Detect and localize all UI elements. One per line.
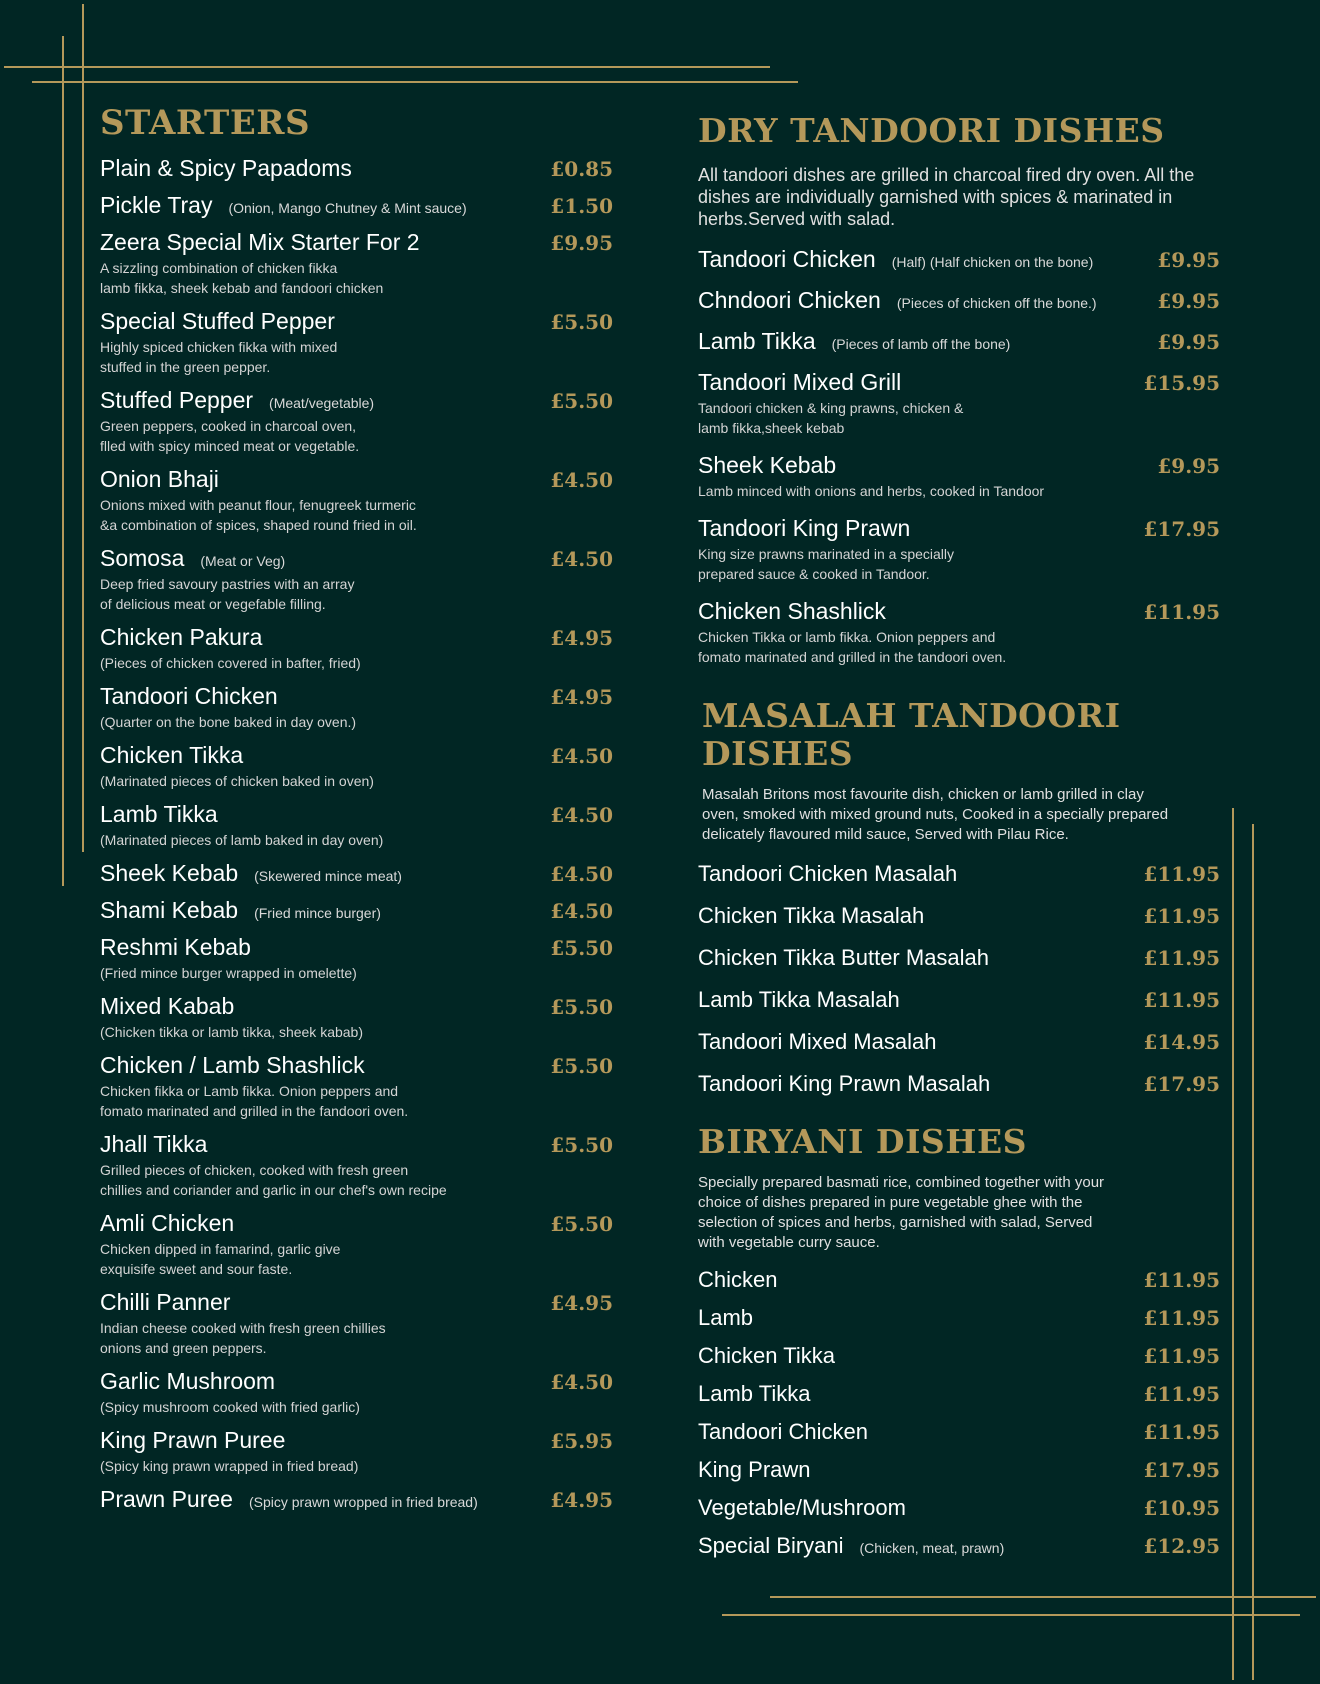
menu-item-row bbox=[100, 897, 613, 924]
item-name: Reshmi Kebab bbox=[100, 934, 251, 961]
item-note: (Half) (Half chicken on the bone) bbox=[891, 253, 1094, 270]
item-description: Highly spiced chicken fikka with mixed stuffed in the green pepper. bbox=[100, 339, 338, 376]
menu-item-row bbox=[698, 246, 1220, 273]
item-description: (Marinated pieces of chicken baked in oven) bbox=[100, 773, 374, 790]
item-name: Chicken bbox=[698, 1266, 778, 1292]
item-name: Lamb Tikka bbox=[100, 801, 218, 828]
item-price: £9.95 bbox=[1157, 453, 1220, 478]
menu-item bbox=[100, 308, 613, 377]
item-description: Chicken dipped in famarind, garlic give exquisife sweet and sour faste. bbox=[100, 1241, 341, 1278]
item-price: £14.95 bbox=[1143, 1029, 1220, 1054]
item-price: £9.95 bbox=[1157, 247, 1220, 272]
dry-tandoori-list bbox=[698, 246, 1220, 667]
item-price: £4.50 bbox=[550, 744, 613, 769]
item-description: Indian cheese cooked with fresh green chillies onions and green peppers. bbox=[100, 1320, 386, 1357]
menu-item bbox=[100, 1289, 613, 1358]
item-note: (Pieces of lamb off the bone) bbox=[831, 335, 1011, 352]
item-name: Vegetable/Mushroom bbox=[698, 1494, 906, 1520]
menu-item bbox=[100, 1210, 613, 1279]
item-price: £4.95 bbox=[550, 1291, 613, 1316]
item-note: (Pieces of chicken off the bone.) bbox=[896, 294, 1097, 311]
menu-item-row bbox=[698, 1071, 1220, 1097]
menu-item bbox=[698, 1071, 1220, 1097]
item-price: £15.95 bbox=[1143, 370, 1220, 395]
item-name: Stuffed Pepper bbox=[100, 387, 254, 414]
starters-list bbox=[100, 155, 613, 1513]
item-description: (Marinated pieces of lamb baked in day oven) bbox=[100, 832, 384, 849]
item-note: (Skewered mince meat) bbox=[254, 868, 402, 885]
biryani-list bbox=[698, 1266, 1220, 1558]
menu-item-row bbox=[698, 1380, 1220, 1406]
item-name: Prawn Puree bbox=[100, 1486, 233, 1513]
item-name: King Prawn Puree bbox=[100, 1427, 286, 1454]
item-name: Amli Chicken bbox=[100, 1210, 235, 1237]
menu-item bbox=[100, 897, 613, 924]
menu-item bbox=[698, 1304, 1220, 1330]
item-price: £5.50 bbox=[550, 995, 613, 1020]
menu-item-row bbox=[100, 1131, 613, 1158]
item-price: £4.50 bbox=[550, 862, 613, 887]
item-name: Sheek Kebab bbox=[698, 451, 837, 478]
menu-item-row bbox=[698, 903, 1220, 929]
item-name: Zeera Special Mix Starter For 2 bbox=[100, 229, 420, 256]
menu-item bbox=[100, 683, 613, 732]
item-name: Chndoori Chicken bbox=[698, 286, 881, 313]
item-description: Onions mixed with peanut flour, fenugreek turmeric &a combination of spices, shaped round fried in oil. bbox=[100, 497, 417, 534]
menu-item bbox=[698, 246, 1220, 273]
item-price: £17.95 bbox=[1143, 516, 1220, 541]
item-note: (Spicy prawn wropped in fried bread) bbox=[248, 1494, 478, 1511]
item-description: Chicken Tikka or lamb fikka. Onion peppers and fomato marinated and grilled in the tandoori oven. bbox=[698, 628, 1007, 665]
menu-item-row bbox=[698, 1456, 1220, 1482]
dry-tandoori-intro: All tandoori dishes are grilled in charcoal fired dry oven. All the dishes are individually garnished with spices & marinated in herbs.Served with salad. bbox=[698, 164, 1195, 229]
item-price: £5.50 bbox=[550, 1133, 613, 1158]
item-description: Chicken fikka or Lamb fikka. Onion peppers and fomato marinated and grilled in the fandoori oven. bbox=[100, 1083, 409, 1120]
item-description: Lamb minced with onions and herbs, cooked in Tandoor bbox=[698, 482, 1045, 499]
item-price: £11.95 bbox=[1143, 945, 1220, 970]
item-name: Pickle Tray bbox=[100, 192, 213, 219]
menu-item bbox=[100, 993, 613, 1042]
item-price: £9.95 bbox=[1157, 329, 1220, 354]
item-note: (Meat or Veg) bbox=[200, 553, 286, 570]
item-name: Chicken Shashlick bbox=[698, 597, 886, 624]
menu-item-row bbox=[100, 387, 613, 414]
item-name: Sheek Kebab bbox=[100, 860, 239, 887]
menu-item-row bbox=[100, 1368, 613, 1395]
menu-item bbox=[698, 515, 1220, 584]
item-name: Special Stuffed Pepper bbox=[100, 308, 335, 335]
menu-item-row bbox=[698, 1342, 1220, 1368]
item-description: (Chicken tikka or lamb tikka, sheek kabab) bbox=[100, 1024, 363, 1041]
item-description: Green peppers, cooked in charcoal oven, flled with spicy minced meat or vegetable. bbox=[100, 418, 360, 455]
item-price: £11.95 bbox=[1143, 861, 1220, 886]
item-note: (Chicken, meat, prawn) bbox=[859, 1539, 1005, 1556]
menu-item-row bbox=[698, 452, 1220, 479]
item-name: Tandoori Chicken Masalah bbox=[698, 860, 958, 886]
menu-item-row bbox=[100, 155, 613, 182]
menu-item-row bbox=[100, 801, 613, 828]
menu-item bbox=[100, 1486, 613, 1513]
menu-item-row bbox=[698, 1304, 1220, 1330]
menu-item-row bbox=[698, 987, 1220, 1013]
menu-item bbox=[698, 328, 1220, 355]
biryani-title: BIRYANI DISHES bbox=[698, 1121, 1027, 1161]
menu-item-row bbox=[698, 1029, 1220, 1055]
item-price: £11.95 bbox=[1143, 1419, 1220, 1444]
item-name: Tandoori Mixed Grill bbox=[698, 368, 902, 395]
item-price: £11.95 bbox=[1143, 1381, 1220, 1406]
menu-item bbox=[100, 934, 613, 983]
item-name: Jhall Tikka bbox=[100, 1131, 208, 1158]
item-description: Grilled pieces of chicken, cooked with fresh green chillies and coriander and garlic in our chef's own recipe bbox=[100, 1162, 447, 1199]
menu-item-row bbox=[100, 742, 613, 769]
item-description: Deep fried savoury pastries with an array of delicious meat or vegefable filling. bbox=[100, 576, 355, 613]
item-name: Lamb Tikka bbox=[698, 327, 816, 354]
menu-item-row bbox=[100, 993, 613, 1020]
menu-item bbox=[698, 452, 1220, 501]
item-price: £4.95 bbox=[550, 1488, 613, 1513]
menu-item bbox=[100, 742, 613, 791]
menu-item bbox=[698, 987, 1220, 1013]
menu-item bbox=[100, 387, 613, 456]
item-note: (Meat/vegetable) bbox=[269, 395, 375, 412]
item-name: Chicken / Lamb Shashlick bbox=[100, 1052, 365, 1079]
menu-item-row bbox=[100, 934, 613, 961]
menu-item-row bbox=[100, 1052, 613, 1079]
item-price: £11.95 bbox=[1143, 1305, 1220, 1330]
item-price: £5.50 bbox=[550, 936, 613, 961]
item-name: Chicken Pakura bbox=[100, 624, 263, 651]
menu-item-row bbox=[698, 287, 1220, 314]
item-price: £4.50 bbox=[550, 1370, 613, 1395]
item-name: Plain & Spicy Papadoms bbox=[100, 155, 352, 182]
item-note: (Fried mince burger) bbox=[254, 905, 381, 922]
item-price: £10.95 bbox=[1143, 1495, 1220, 1520]
menu-item bbox=[698, 1532, 1220, 1558]
item-price: £4.50 bbox=[550, 899, 613, 924]
menu-item bbox=[698, 1029, 1220, 1055]
menu-item-row bbox=[100, 1210, 613, 1237]
menu-item bbox=[100, 801, 613, 850]
menu-item bbox=[698, 287, 1220, 314]
item-price: £4.50 bbox=[550, 468, 613, 493]
frame-line-bottom-1 bbox=[770, 1596, 1316, 1598]
frame-line-left-2 bbox=[62, 36, 64, 886]
frame-line-top-1 bbox=[4, 66, 770, 68]
menu-item bbox=[100, 1052, 613, 1121]
menu-item bbox=[698, 945, 1220, 971]
menu-item bbox=[698, 1494, 1220, 1520]
starters-title: STARTERS bbox=[100, 103, 311, 143]
item-note: (Onion, Mango Chutney & Mint sauce) bbox=[228, 200, 467, 217]
item-price: £5.50 bbox=[550, 310, 613, 335]
item-price: £5.50 bbox=[550, 1054, 613, 1079]
item-name: King Prawn bbox=[698, 1456, 811, 1482]
menu-item bbox=[100, 229, 613, 298]
menu-item bbox=[100, 860, 613, 887]
menu-item-row bbox=[100, 683, 613, 710]
menu-item-row bbox=[100, 545, 613, 572]
menu-item-row bbox=[698, 1418, 1220, 1444]
item-name: Tandoori King Prawn bbox=[698, 514, 911, 541]
item-price: £5.95 bbox=[550, 1429, 613, 1454]
menu-item bbox=[100, 192, 613, 219]
frame-line-left-1 bbox=[82, 4, 84, 852]
menu-item bbox=[100, 1368, 613, 1417]
menu-item bbox=[698, 1380, 1220, 1406]
item-name: Chicken Tikka Butter Masalah bbox=[698, 944, 990, 970]
item-description: (Pieces of chicken covered in bafter, fried) bbox=[100, 655, 361, 672]
starters-section bbox=[100, 104, 613, 1523]
item-description: (Spicy king prawn wrapped in fried bread) bbox=[100, 1458, 359, 1475]
item-name: Tandoori King Prawn Masalah bbox=[698, 1070, 991, 1096]
menu-item bbox=[100, 624, 613, 673]
dry-tandoori-title: DRY TANDOORI DISHES bbox=[698, 111, 1165, 150]
item-price: £11.95 bbox=[1143, 1267, 1220, 1292]
biryani-intro: Specially prepared basmati rice, combined together with your choice of dishes prepared in pure vegetable ghee with the selection of spices and herbs, garnished with salad, Served with vegetable curry sauce. bbox=[698, 1173, 1105, 1251]
item-price: £5.50 bbox=[550, 1212, 613, 1237]
menu-item bbox=[698, 1266, 1220, 1292]
item-price: £4.50 bbox=[550, 803, 613, 828]
menu-item bbox=[698, 598, 1220, 667]
item-name: Chicken Tikka Masalah bbox=[698, 902, 925, 928]
item-price: £17.95 bbox=[1143, 1071, 1220, 1096]
item-name: Lamb Tikka bbox=[698, 1380, 811, 1406]
item-price: £11.95 bbox=[1143, 1343, 1220, 1368]
menu-item-row bbox=[698, 1266, 1220, 1292]
item-name: Tandoori Chicken bbox=[698, 245, 876, 272]
item-name: Lamb bbox=[698, 1304, 754, 1330]
menu-item bbox=[698, 1456, 1220, 1482]
item-name: Tandoori Chicken bbox=[698, 1418, 868, 1444]
item-price: £0.85 bbox=[550, 157, 613, 182]
item-price: £17.95 bbox=[1143, 1457, 1220, 1482]
item-price: £9.95 bbox=[1157, 288, 1220, 313]
right-column bbox=[698, 112, 1220, 1591]
item-name: Somosa bbox=[100, 545, 185, 572]
menu-item-row bbox=[698, 861, 1220, 887]
item-name: Chicken Tikka bbox=[100, 742, 244, 769]
frame-line-right-2 bbox=[1252, 824, 1254, 1680]
item-name: Shami Kebab bbox=[100, 897, 239, 924]
dry-tandoori-section bbox=[698, 112, 1220, 667]
item-price: £4.50 bbox=[550, 547, 613, 572]
menu-item-row bbox=[698, 515, 1220, 542]
item-price: £4.95 bbox=[550, 685, 613, 710]
masalah-intro: Masalah Britons most favourite dish, chicken or lamb grilled in clay oven, smoked with mixed ground nuts, Cooked in a specially prepared delicately flavoured mild sauce, Served with Pilau Rice. bbox=[702, 785, 1169, 843]
frame-line-top-2 bbox=[32, 81, 798, 83]
item-name: Garlic Mushroom bbox=[100, 1368, 276, 1395]
menu-item bbox=[698, 369, 1220, 438]
item-price: £11.95 bbox=[1143, 987, 1220, 1012]
menu-item-row bbox=[698, 945, 1220, 971]
menu-item-row bbox=[100, 308, 613, 335]
item-name: Lamb Tikka Masalah bbox=[698, 986, 900, 1012]
frame-line-right-1 bbox=[1232, 808, 1234, 1680]
menu-item-row bbox=[100, 466, 613, 493]
menu-item-row bbox=[100, 1486, 613, 1513]
item-price: £12.95 bbox=[1143, 1533, 1220, 1558]
item-price: £9.95 bbox=[550, 231, 613, 256]
item-name: Special Biryani bbox=[698, 1532, 844, 1558]
menu-item bbox=[698, 903, 1220, 929]
item-description: Tandoori chicken & king prawns, chicken & lamb fikka,sheek kebab bbox=[698, 399, 964, 436]
item-name: Onion Bhaji bbox=[100, 466, 219, 493]
item-name: Mixed Kabab bbox=[100, 993, 235, 1020]
menu-item-row bbox=[698, 1494, 1220, 1520]
menu-item-row bbox=[100, 192, 613, 219]
menu-item bbox=[100, 1427, 613, 1476]
item-name: Chilli Panner bbox=[100, 1289, 231, 1316]
item-description: (Spicy mushroom cooked with fried garlic) bbox=[100, 1399, 360, 1416]
menu-item bbox=[100, 155, 613, 182]
menu-item-row bbox=[698, 328, 1220, 355]
masalah-list bbox=[698, 861, 1220, 1097]
menu-item-row bbox=[100, 1427, 613, 1454]
item-price: £4.95 bbox=[550, 626, 613, 651]
item-name: Chicken Tikka bbox=[698, 1342, 835, 1368]
menu-item bbox=[698, 861, 1220, 887]
menu-item-row bbox=[100, 624, 613, 651]
item-description: (Quarter on the bone baked in day oven.) bbox=[100, 714, 357, 731]
menu-item-row bbox=[100, 1289, 613, 1316]
item-price: £11.95 bbox=[1143, 903, 1220, 928]
frame-line-bottom-2 bbox=[722, 1614, 1300, 1616]
biryani-section bbox=[698, 1123, 1220, 1557]
item-price: £1.50 bbox=[550, 194, 613, 219]
item-description: King size prawns marinated in a specially prepared sauce & cooked in Tandoor. bbox=[698, 545, 955, 582]
menu-item bbox=[100, 545, 613, 614]
item-description: A sizzling combination of chicken fikka lamb fikka, sheek kebab and fandoori chicken bbox=[100, 260, 384, 297]
item-price: £5.50 bbox=[550, 389, 613, 414]
menu-item-row bbox=[698, 1532, 1220, 1558]
item-price: £11.95 bbox=[1143, 599, 1220, 624]
menu-item-row bbox=[698, 598, 1220, 625]
menu-item bbox=[698, 1418, 1220, 1444]
menu-item bbox=[100, 1131, 613, 1200]
masalah-title: MASALAH TANDOORI DISHES bbox=[702, 695, 1121, 773]
item-name: Tandoori Mixed Masalah bbox=[698, 1028, 937, 1054]
masalah-section bbox=[698, 697, 1220, 1097]
item-description: (Fried mince burger wrapped in omelette) bbox=[100, 965, 357, 982]
menu-item-row bbox=[100, 229, 613, 256]
menu-item-row bbox=[698, 369, 1220, 396]
menu-item bbox=[100, 466, 613, 535]
item-name: Tandoori Chicken bbox=[100, 683, 278, 710]
menu-item-row bbox=[100, 860, 613, 887]
menu-item bbox=[698, 1342, 1220, 1368]
